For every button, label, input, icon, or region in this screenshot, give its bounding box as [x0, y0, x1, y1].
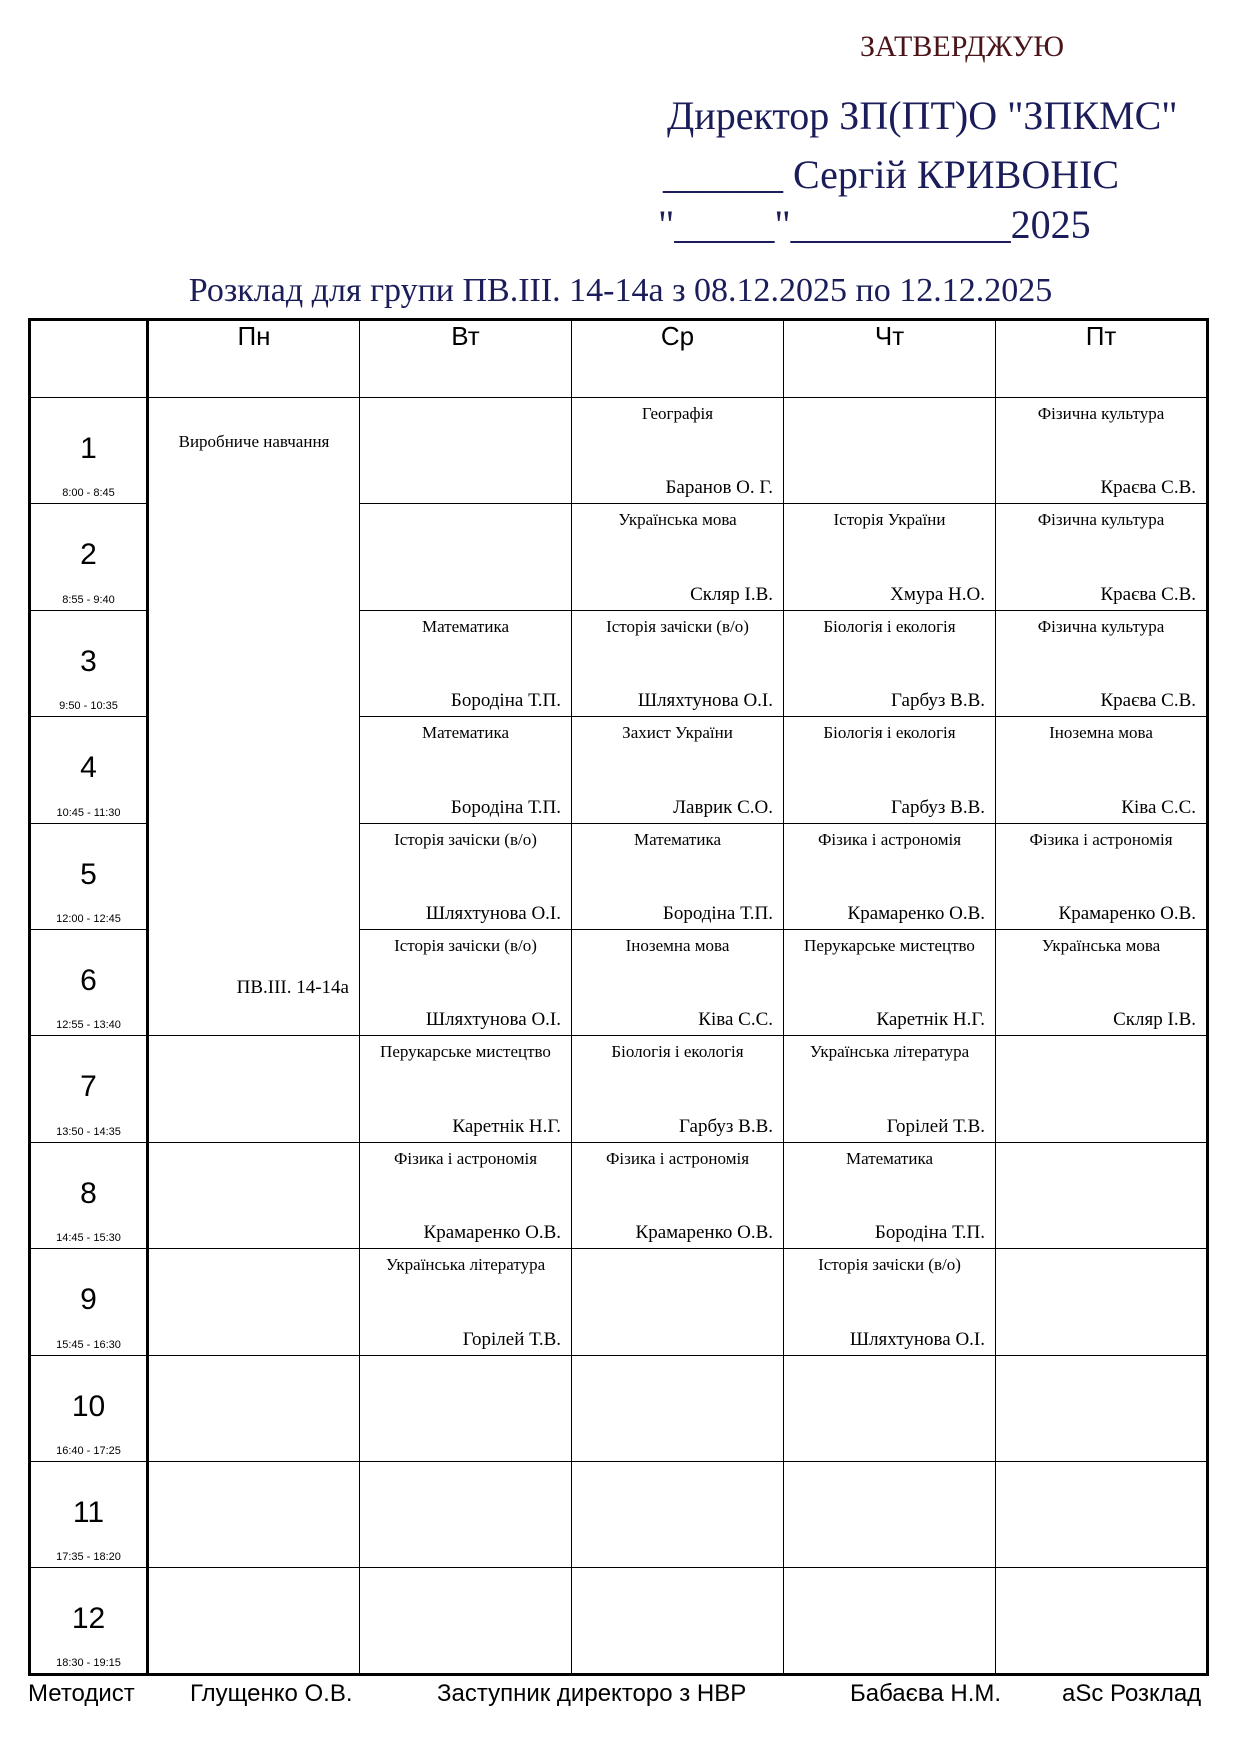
signature-line: ______ Сергій КРИВОНІС — [663, 152, 1120, 197]
lesson-cell-thu — [784, 717, 996, 823]
lesson-teacher: Шляхтунова О.І. — [425, 1009, 561, 1031]
lesson-teacher: Крамаренко О.В. — [847, 903, 985, 925]
lesson-subject: Іноземна мова — [1049, 723, 1153, 743]
lesson-teacher: Шляхтунова О.І. — [849, 1328, 985, 1350]
period-number: 3 — [80, 644, 97, 678]
lesson-teacher: Скляр І.В. — [1113, 1009, 1196, 1031]
lesson-teacher: Каретнік Н.Г. — [876, 1009, 985, 1031]
lesson-subject: Математика — [421, 616, 510, 636]
lesson-cell-wed — [572, 398, 784, 504]
lesson-subject: Фізика і астрономія — [1029, 829, 1173, 849]
lesson-cell-fri — [996, 504, 1208, 610]
period-cell — [30, 398, 148, 504]
period-time: 18:30 - 19:15 — [56, 1657, 121, 1669]
lesson-teacher: Лаврик С.О. — [673, 796, 773, 818]
period-cell — [30, 1462, 148, 1568]
lesson-teacher: Краєва С.В. — [1100, 477, 1196, 499]
lesson-cell-mon — [148, 1462, 360, 1568]
footer-deputy-name: Бабаєва Н.М. — [850, 1680, 1002, 1707]
lesson-subject: Перукарське мистецтво — [380, 1042, 551, 1062]
day-header-row — [30, 320, 1208, 398]
lesson-cell-fri — [996, 717, 1208, 823]
lesson-cell-thu — [784, 398, 996, 504]
lesson-cell-wed — [572, 1249, 784, 1355]
lesson-cell-tue — [360, 1462, 572, 1568]
period-time: 8:55 - 9:40 — [62, 593, 115, 606]
lesson-teacher: Каретнік Н.Г. — [452, 1115, 561, 1137]
period-cell — [30, 1355, 148, 1461]
lesson-cell-tue — [360, 1568, 572, 1675]
period-cell — [30, 1142, 148, 1248]
period-cell — [30, 610, 148, 716]
period-row — [30, 1142, 1208, 1248]
lesson-group: ПВ.ІІІ. 14-14а — [236, 977, 349, 999]
lesson-teacher: Бородіна Т.П. — [450, 690, 561, 712]
lesson-teacher: Краєва С.В. — [1100, 583, 1196, 605]
lesson-teacher: Скляр І.В. — [690, 583, 773, 605]
lesson-cell-wed — [572, 1355, 784, 1461]
period-number: 1 — [80, 432, 97, 465]
date-line: "_____"___________2025 — [658, 202, 1091, 247]
lesson-cell-wed — [572, 1142, 784, 1248]
period-row — [30, 1036, 1208, 1142]
lesson-subject: Перукарське мистецтво — [804, 936, 975, 956]
period-row — [30, 1355, 1208, 1461]
period-time: 8:00 - 8:45 — [62, 487, 115, 500]
period-time: 15:45 - 16:30 — [56, 1338, 121, 1351]
lesson-subject: Математика — [421, 723, 510, 743]
lesson-subject: Фізика і астрономія — [605, 1148, 750, 1168]
lesson-subject: Фізика і астрономія — [817, 829, 962, 849]
lesson-cell-thu — [784, 823, 996, 929]
day-header-mon: Пн — [148, 320, 360, 398]
period-number: 8 — [80, 1176, 97, 1210]
lesson-teacher: Хмура Н.О. — [890, 583, 985, 605]
lesson-cell-fri — [996, 1462, 1208, 1568]
period-cell — [30, 1036, 148, 1142]
period-cell — [30, 930, 148, 1036]
lesson-cell-tue — [360, 1142, 572, 1248]
footer-deputy-label: Заступник директоро з НВР — [437, 1680, 747, 1707]
lesson-subject: Біологія і екологія — [823, 616, 956, 636]
lesson-teacher: Ківа С.С. — [698, 1009, 773, 1031]
lesson-cell-mon — [148, 1036, 360, 1142]
lesson-subject: Захист України — [622, 723, 733, 743]
lesson-teacher: Гарбуз В.В. — [891, 690, 985, 712]
lesson-cell-tue — [360, 717, 572, 823]
lesson-teacher: Бородіна Т.П. — [450, 796, 561, 818]
lesson-teacher: Краєва С.В. — [1100, 690, 1196, 712]
period-row — [30, 1249, 1208, 1355]
period-time: 9:50 - 10:35 — [59, 700, 118, 713]
lesson-cell-mon-block — [148, 398, 360, 1036]
period-cell — [30, 1568, 148, 1675]
period-number: 6 — [80, 964, 97, 998]
lesson-cell-tue — [360, 504, 572, 610]
lesson-subject: Українська література — [809, 1042, 970, 1062]
lesson-cell-tue — [360, 1355, 572, 1461]
lesson-subject: Історія зачіски (в/о) — [606, 616, 749, 636]
lesson-cell-tue — [360, 1249, 572, 1355]
lesson-subject: Українська мова — [1041, 936, 1161, 956]
lesson-cell-fri — [996, 930, 1208, 1036]
period-time: 12:55 - 13:40 — [56, 1019, 121, 1032]
footer-software-label: aSc Розклад — [1062, 1680, 1202, 1707]
lesson-teacher: Ківа С.С. — [1121, 796, 1196, 818]
lesson-cell-wed — [572, 1568, 784, 1675]
lesson-cell-thu — [784, 1036, 996, 1142]
lesson-teacher: Шляхтунова О.І. — [425, 903, 561, 925]
director-line: Директор ЗП(ПТ)О "ЗПКМС" — [667, 93, 1178, 138]
lesson-cell-mon — [148, 1142, 360, 1248]
lesson-teacher: Гарбуз В.В. — [891, 796, 985, 818]
corner-cell — [30, 320, 148, 398]
period-time: 14:45 - 15:30 — [56, 1232, 121, 1245]
lesson-cell-tue — [360, 930, 572, 1036]
lesson-subject: Географія — [641, 404, 714, 423]
lesson-cell-fri — [996, 1142, 1208, 1248]
lesson-subject: Біологія і екологія — [611, 1042, 744, 1062]
lesson-cell-tue — [360, 610, 572, 716]
lesson-subject: Історія України — [833, 510, 946, 530]
lesson-cell-fri — [996, 1036, 1208, 1142]
lesson-cell-fri — [996, 823, 1208, 929]
lesson-cell-mon — [148, 1568, 360, 1675]
day-header-wed: Ср — [572, 320, 784, 398]
lesson-cell-mon — [148, 1355, 360, 1461]
period-time: 12:00 - 12:45 — [56, 913, 121, 926]
day-header-thu: Чт — [784, 320, 996, 398]
lesson-cell-wed — [572, 1462, 784, 1568]
lesson-cell-thu — [784, 1568, 996, 1675]
lesson-teacher: Крамаренко О.В. — [423, 1222, 561, 1244]
period-cell — [30, 717, 148, 823]
lesson-teacher: Шляхтунова О.І. — [637, 690, 773, 712]
lesson-cell-tue — [360, 398, 572, 504]
lesson-teacher: Бородіна Т.П. — [662, 903, 773, 925]
lesson-teacher: Гарбуз В.В. — [679, 1115, 773, 1137]
lesson-teacher: Баранов О. Г. — [665, 477, 773, 499]
lesson-cell-fri — [996, 398, 1208, 504]
lesson-cell-wed — [572, 717, 784, 823]
period-number: 9 — [80, 1283, 97, 1317]
period-number: 4 — [80, 751, 97, 785]
footer-methodist-name: Глущенко О.В. — [190, 1680, 353, 1707]
period-time: 17:35 - 18:20 — [56, 1551, 121, 1564]
lesson-subject: Українська література — [385, 1255, 546, 1275]
period-cell — [30, 1249, 148, 1355]
period-row — [30, 1462, 1208, 1568]
lesson-subject: Фізика і астрономія — [393, 1148, 538, 1168]
lesson-subject: Фізична культура — [1037, 404, 1165, 423]
period-row — [30, 398, 1208, 504]
lesson-teacher: Горілей Т.В. — [462, 1328, 561, 1350]
lesson-teacher: Крамаренко О.В. — [1058, 903, 1196, 925]
lesson-teacher: Крамаренко О.В. — [635, 1222, 773, 1244]
period-time: 10:45 - 11:30 — [56, 806, 121, 819]
lesson-subject: Українська мова — [618, 510, 737, 530]
lesson-cell-mon — [148, 1249, 360, 1355]
lesson-cell-thu — [784, 1249, 996, 1355]
period-time: 16:40 - 17:25 — [56, 1445, 121, 1458]
period-number: 11 — [72, 1496, 105, 1530]
lesson-subject: Фізична культура — [1037, 510, 1165, 530]
lesson-cell-wed — [572, 504, 784, 610]
lesson-subject: Математика — [633, 829, 722, 849]
lesson-teacher: Бородіна Т.П. — [874, 1222, 985, 1244]
lesson-teacher: Горілей Т.В. — [886, 1115, 985, 1137]
lesson-cell-wed — [572, 823, 784, 929]
lesson-cell-tue — [360, 1036, 572, 1142]
period-number: 7 — [80, 1070, 97, 1104]
lesson-cell-thu — [784, 930, 996, 1036]
lesson-cell-wed — [572, 1036, 784, 1142]
approval-stamp-label: ЗАТВЕРДЖУЮ — [860, 30, 1065, 63]
lesson-cell-tue — [360, 823, 572, 929]
lesson-cell-fri — [996, 610, 1208, 716]
lesson-subject: Історія зачіски (в/о) — [394, 936, 537, 956]
lesson-cell-fri — [996, 1249, 1208, 1355]
lesson-cell-wed — [572, 930, 784, 1036]
lesson-cell-wed — [572, 610, 784, 716]
day-header-fri: Пт — [996, 320, 1208, 398]
period-number: 5 — [80, 857, 97, 891]
lesson-subject: Фізична культура — [1037, 616, 1165, 636]
period-cell — [30, 504, 148, 610]
lesson-subject: Історія зачіски (в/о) — [818, 1255, 961, 1275]
lesson-cell-thu — [784, 1462, 996, 1568]
period-number: 2 — [80, 538, 97, 572]
period-time: 13:50 - 14:35 — [56, 1125, 121, 1138]
footer-methodist-label: Методист — [28, 1680, 135, 1707]
period-number: 12 — [71, 1602, 106, 1636]
lesson-cell-fri — [996, 1568, 1208, 1675]
lesson-cell-thu — [784, 1142, 996, 1248]
lesson-cell-fri — [996, 1355, 1208, 1461]
schedule-title: Розклад для групи ПВ.ІІІ. 14-14а з 08.12.2025 по 12.12.2025 — [188, 272, 1053, 309]
schedule-table — [28, 318, 1209, 1676]
period-row — [30, 1568, 1208, 1675]
lesson-cell-thu — [784, 610, 996, 716]
lesson-cell-thu — [784, 1355, 996, 1461]
lesson-subject: Іноземна мова — [625, 936, 730, 956]
day-header-tue: Вт — [360, 320, 572, 398]
lesson-subject: Виробниче навчання — [178, 432, 330, 451]
lesson-subject: Математика — [845, 1148, 934, 1168]
lesson-subject: Біологія і екологія — [823, 723, 956, 743]
period-number: 10 — [71, 1389, 106, 1423]
lesson-subject: Історія зачіски (в/о) — [394, 829, 537, 849]
lesson-cell-thu — [784, 504, 996, 610]
period-cell — [30, 823, 148, 929]
